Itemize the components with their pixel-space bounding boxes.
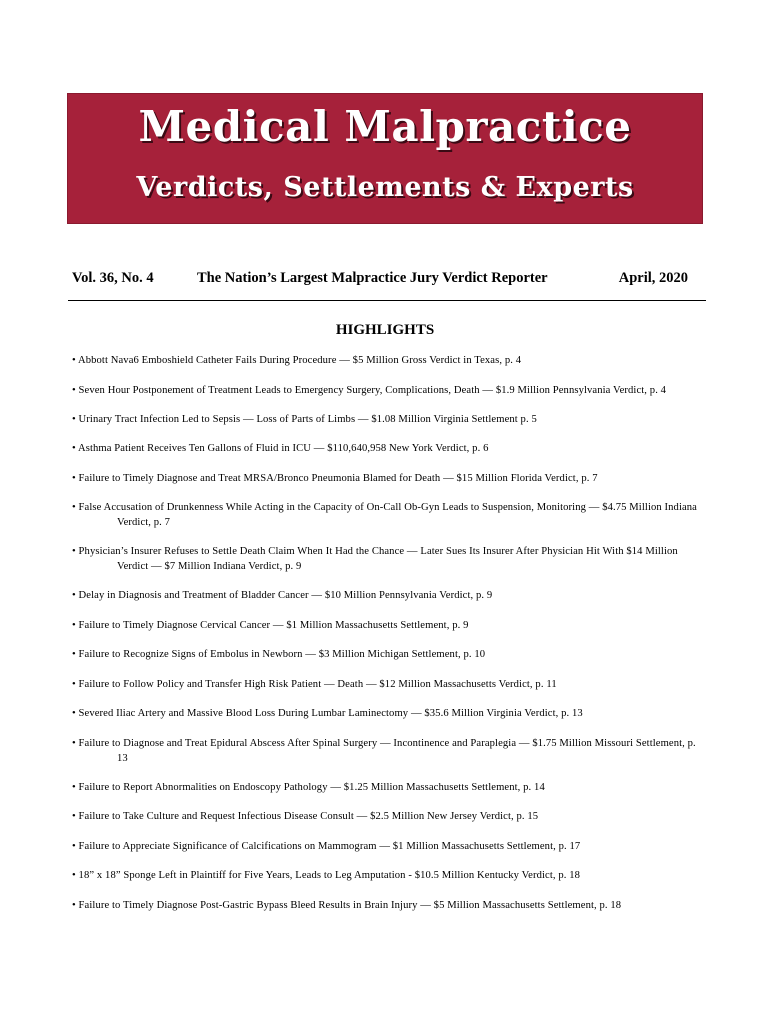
highlight-item: • Failure to Recognize Signs of Embolus in Newborn — $3 Million Michigan Settlement, p. 10 bbox=[72, 649, 486, 660]
volume-number: Vol. 36, No. 4 bbox=[72, 270, 154, 286]
highlight-item: • 18” x 18” Sponge Left in Plaintiff for Five Years, Leads to Leg Amputation - $10.5 Million Kentucky Verdict, p. 18 bbox=[72, 870, 581, 881]
header-divider bbox=[68, 300, 706, 301]
highlight-item: • Abbott Nava6 Emboshield Catheter Fails During Procedure — $5 Million Gross Verdict in Texas, p. 4 bbox=[72, 355, 522, 366]
highlight-item: • Failure to Appreciate Significance of Calcifications on Mammogram — $1 Million Massachusetts Settlement, p. 17 bbox=[72, 840, 581, 852]
highlight-item: • Severed Iliac Artery and Massive Blood Loss During Lumbar Laminectomy — $35.6 Million Virginia Verdict, p. 13 bbox=[72, 708, 583, 719]
issue-info-line bbox=[72, 270, 706, 290]
highlight-item: • Failure to Take Culture and Request Infectious Disease Consult — $2.5 Million New Jersey Verdict, p. 15 bbox=[72, 811, 539, 822]
highlight-item: • Asthma Patient Receives Ten Gallons of Fluid in ICU — $110,640,958 New York Verdict, p. 6 bbox=[72, 443, 489, 454]
highlight-item: • Failure to Report Abnormalities on Endoscopy Pathology — $1.25 Million Massachusetts Settlement, p. 14 bbox=[72, 781, 545, 793]
masthead-banner bbox=[67, 93, 703, 224]
highlight-item: • Failure to Timely Diagnose and Treat MRSA/Bronco Pneumonia Blamed for Death — $15 Million Florida Verdict, p. 7 bbox=[72, 472, 598, 484]
highlight-item: • Delay in Diagnosis and Treatment of Bladder Cancer — $10 Million Pennsylvania Verdict, p. 9 bbox=[72, 590, 493, 601]
highlight-item: • Failure to Diagnose and Treat Epidural Abscess After Spinal Surgery — Incontinence and Paraplegia — $1.75 Million Missouri Settlement, p. 13 bbox=[72, 737, 696, 764]
highlight-item: • Failure to Follow Policy and Transfer High Risk Patient — Death — $12 Million Massachusetts Verdict, p. 11 bbox=[72, 678, 557, 690]
publication-title: Medical Malpractice bbox=[138, 102, 632, 151]
highlight-item: • False Accusation of Drunkenness While Acting in the Capacity of On-Call Ob-Gyn Leads to Suspension, Monitoring — $4.75 Million Indiana Verdict, p. 7 bbox=[72, 502, 697, 528]
highlight-item: • Physician’s Insurer Refuses to Settle Death Claim When It Had the Chance — Later Sues Its Insurer After Physician Hit With $14 Million Verdict — $7 Million Indiana Verdict, p. 9 bbox=[72, 546, 678, 572]
tagline: The Nation’s Largest Malpractice Jury Verdict Reporter bbox=[197, 270, 548, 286]
highlight-item: • Failure to Timely Diagnose Cervical Cancer — $1 Million Massachusetts Settlement, p. 9 bbox=[72, 619, 469, 631]
highlights-heading: HIGHLIGHTS bbox=[335, 322, 435, 338]
highlight-item: • Failure to Timely Diagnose Post-Gastric Bypass Bleed Results in Brain Injury — $5 Million Massachusetts Settlement, p. 18 bbox=[72, 899, 622, 911]
issue-date: April, 2020 bbox=[618, 270, 688, 286]
publication-subtitle: Verdicts, Settlements & Experts bbox=[136, 172, 634, 203]
highlights-list bbox=[72, 353, 708, 927]
highlight-item: • Urinary Tract Infection Led to Sepsis — Loss of Parts of Limbs — $1.08 Million Virginia Settlement p. 5 bbox=[72, 413, 537, 425]
highlight-item: • Seven Hour Postponement of Treatment Leads to Emergency Surgery, Complications, Death — $1.9 Million Pennsylvania Verdict, p. 4 bbox=[72, 384, 667, 396]
